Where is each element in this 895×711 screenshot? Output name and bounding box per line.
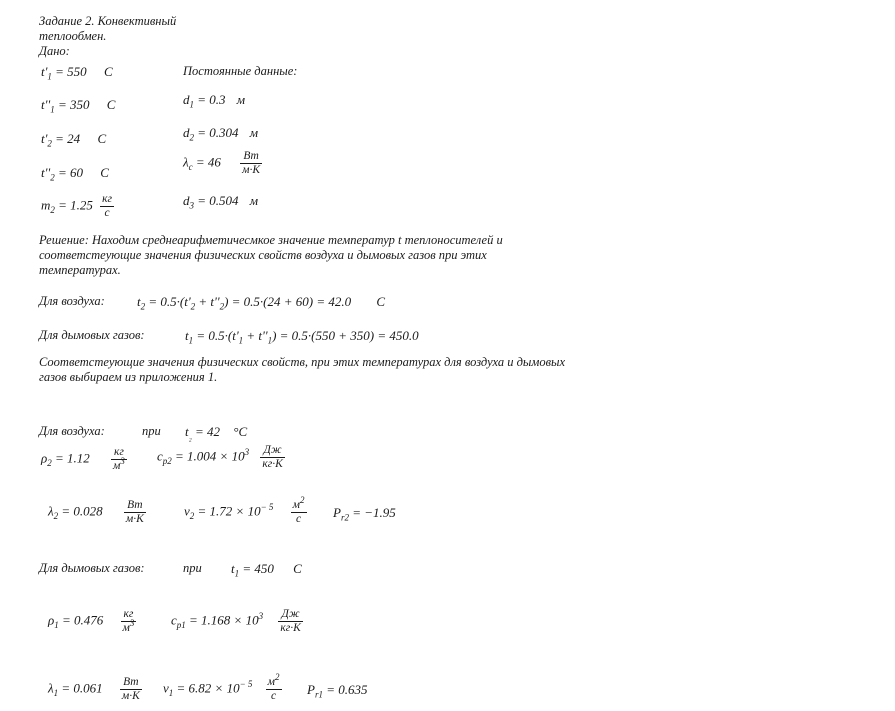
- exp: − 5: [239, 679, 253, 690]
- sym: t: [137, 294, 141, 309]
- sym: ν: [184, 503, 190, 519]
- air-cp: [157, 444, 289, 471]
- given-label: Дано:: [39, 44, 70, 58]
- sub: 3: [189, 200, 194, 211]
- sym: t'': [41, 97, 51, 112]
- air-lambda: [48, 499, 150, 526]
- unit: C: [100, 165, 109, 180]
- unit-fraction: [266, 672, 282, 703]
- unit-num: Вт: [240, 150, 262, 164]
- unit-den: м·К: [125, 513, 144, 525]
- value: = 0.028: [61, 503, 103, 519]
- exp: 3: [244, 447, 250, 458]
- sub: c: [188, 162, 193, 173]
- sym: ρ: [48, 612, 55, 628]
- unit-den: [111, 456, 127, 473]
- value: = 1.72 × 10: [197, 503, 261, 519]
- value: = 550: [55, 64, 87, 79]
- unit-fraction: [124, 499, 146, 526]
- unit-num: Вт: [120, 676, 142, 690]
- value: = 42: [195, 424, 221, 439]
- sub: 1: [267, 335, 273, 346]
- given-t1pp: [41, 97, 116, 115]
- sub: 1: [54, 620, 59, 631]
- given-t2p: [41, 131, 107, 149]
- air-props-pri: при: [142, 424, 161, 438]
- unit-den-exp: 3: [129, 618, 135, 629]
- sub: 2: [189, 511, 195, 522]
- sub: 2: [53, 511, 59, 522]
- value: = 0.504: [197, 193, 239, 208]
- air-props-temp: [185, 424, 248, 442]
- value: = 24: [55, 131, 81, 146]
- gas-props-temp: [231, 561, 302, 579]
- sub: 1: [188, 335, 194, 346]
- unit: C: [103, 64, 113, 79]
- sym: t': [41, 131, 48, 146]
- sym: t': [41, 64, 48, 79]
- sym: P: [307, 682, 315, 697]
- unit-num-exp: 2: [275, 672, 280, 683]
- part: + t'': [246, 328, 268, 343]
- exp: − 5: [260, 502, 274, 513]
- unit-fraction: [260, 444, 284, 471]
- unit-den: с: [104, 207, 110, 219]
- sub: 1: [50, 104, 55, 115]
- air-props-label: Для воздуха:: [39, 424, 105, 438]
- gas-props-label: Для дымовых газов:: [39, 561, 145, 575]
- given-t2pp: [41, 165, 109, 183]
- value: = 60: [57, 165, 83, 180]
- sym: λ: [48, 680, 54, 696]
- part: ) = 0.5·(550 + 350) = 450.0: [272, 328, 419, 343]
- sub: 1: [47, 71, 52, 82]
- value: = 0.061: [61, 680, 103, 696]
- const-d1: [183, 92, 246, 110]
- gas-lambda: [48, 676, 146, 703]
- props-text: Соответстеующие значения физических свойств, при этих температурах для воздуха и дымовых газов выбираем из приложения 1.: [39, 355, 566, 384]
- sym: P: [333, 505, 341, 520]
- unit-den-exp: 3: [120, 456, 125, 467]
- const-lambda-c: [183, 150, 266, 177]
- value: = 1.25: [58, 197, 93, 213]
- unit-den: м·К: [242, 164, 261, 176]
- unit-den: с: [271, 690, 277, 702]
- exp: 3: [258, 611, 264, 622]
- sym: d: [183, 125, 190, 140]
- unit: C: [106, 97, 116, 112]
- value: = 46: [195, 154, 221, 170]
- unit-fraction: [291, 495, 307, 526]
- value: = 0.3: [197, 92, 226, 107]
- sub: 1: [189, 99, 194, 110]
- sub: 2: [219, 301, 225, 312]
- gas-nu: [163, 672, 286, 703]
- unit-num: кг: [102, 193, 113, 205]
- unit-fraction: [240, 150, 262, 177]
- sym: t'': [41, 165, 51, 180]
- sym: d: [183, 92, 190, 107]
- part: = 0.5·(t': [196, 328, 239, 343]
- sub: 1: [168, 688, 174, 699]
- gas-mean-formula: [185, 328, 419, 346]
- unit-num: [291, 495, 307, 513]
- value: = 1.168 × 10: [189, 612, 259, 628]
- sym: λ: [48, 503, 54, 519]
- air-mean-label: Для воздуха:: [39, 294, 105, 308]
- value: = 1.12: [55, 450, 90, 466]
- gas-cp: [171, 608, 307, 635]
- unit-num: кг: [111, 446, 127, 460]
- unit: C: [293, 561, 302, 576]
- unit-den: [121, 618, 137, 635]
- part: ) = 0.5·(24 + 60) = 42.0: [224, 294, 352, 309]
- unit: м: [249, 193, 259, 208]
- sym: c: [157, 448, 163, 464]
- unit: C: [97, 131, 107, 146]
- sub: 1: [234, 568, 240, 579]
- sub: 2: [50, 205, 55, 216]
- unit-fraction: [120, 676, 142, 703]
- sub: 2: [50, 172, 55, 183]
- given-m2: [41, 193, 118, 220]
- value: = 0.304: [197, 125, 239, 140]
- unit-fraction: [278, 608, 302, 635]
- unit-num: Дж: [278, 608, 302, 622]
- sub: 2: [140, 301, 146, 312]
- unit-fraction: [121, 608, 137, 635]
- sub: 1: [53, 688, 59, 699]
- unit: C: [376, 294, 386, 309]
- air-mean-formula: [137, 294, 386, 312]
- sub: ₂: [188, 431, 192, 442]
- sym: m: [41, 197, 51, 213]
- sym: ν: [163, 680, 169, 696]
- air-nu: [184, 495, 311, 526]
- task-title-line1: Задание 2. Конвективный: [39, 14, 177, 28]
- air-pr: [333, 505, 396, 523]
- unit-num-exp: 2: [300, 495, 305, 506]
- gas-rho: [48, 608, 140, 635]
- value: = 6.82 × 10: [176, 680, 240, 696]
- sym: λ: [183, 154, 189, 170]
- unit-num: [266, 672, 282, 690]
- unit-den-base: м: [122, 622, 130, 634]
- value: = −1.95: [352, 505, 396, 520]
- part: + t'': [198, 294, 220, 309]
- unit-den: кг·К: [280, 622, 301, 634]
- sub: p2: [162, 456, 172, 467]
- sym: d: [183, 193, 190, 208]
- constants-title: Постоянные данные:: [183, 64, 298, 78]
- solution-text: Решение: Находим среднеарифметичесмкое значение температур t теплоносителей и соответстеующие значения физических свойств воздуха и дымовых газов при этих температурах.: [39, 233, 503, 277]
- const-d2: [183, 125, 259, 143]
- sym: c: [171, 612, 177, 628]
- sub: r1: [314, 689, 323, 700]
- sub: 2: [189, 132, 194, 143]
- task-title-line2: теплообмен.: [39, 29, 107, 43]
- unit-num: Вт: [124, 499, 146, 513]
- unit-num-base: м: [267, 676, 275, 688]
- sub: 2: [190, 301, 196, 312]
- sym: ρ: [41, 450, 48, 466]
- sub: 1: [238, 335, 244, 346]
- unit-den: м·К: [121, 690, 140, 702]
- unit-fraction: [111, 446, 127, 473]
- unit-num-base: м: [292, 499, 300, 511]
- unit: м: [236, 92, 246, 107]
- unit: м: [249, 125, 259, 140]
- air-rho: [41, 446, 131, 473]
- gas-mean-label: Для дымовых газов:: [39, 328, 145, 342]
- unit-den-base: м: [113, 460, 121, 472]
- const-d3: [183, 193, 259, 211]
- unit-den: кг·К: [262, 458, 283, 470]
- unit-num: кг: [121, 608, 137, 622]
- part: = 0.5·(t': [148, 294, 191, 309]
- sym: t: [185, 328, 189, 343]
- sub: r2: [340, 512, 349, 523]
- value: = 0.476: [62, 612, 104, 628]
- value: = 350: [57, 97, 90, 112]
- value: = 0.635: [326, 682, 368, 697]
- unit-fraction: [100, 193, 114, 220]
- value: = 450: [242, 561, 274, 576]
- gas-pr: [307, 682, 368, 700]
- value: = 1.004 × 10: [175, 448, 245, 464]
- given-t1p: [41, 64, 113, 82]
- sym: t: [231, 561, 235, 576]
- sub: 2: [47, 138, 52, 149]
- sub: p1: [176, 620, 186, 631]
- sym: t: [185, 424, 189, 439]
- sub: 2: [47, 458, 52, 469]
- unit-num: Дж: [260, 444, 284, 458]
- gas-props-pri: при: [183, 561, 202, 575]
- unit: °C: [233, 424, 248, 439]
- unit-den: с: [296, 513, 302, 525]
- task-title: [39, 14, 176, 59]
